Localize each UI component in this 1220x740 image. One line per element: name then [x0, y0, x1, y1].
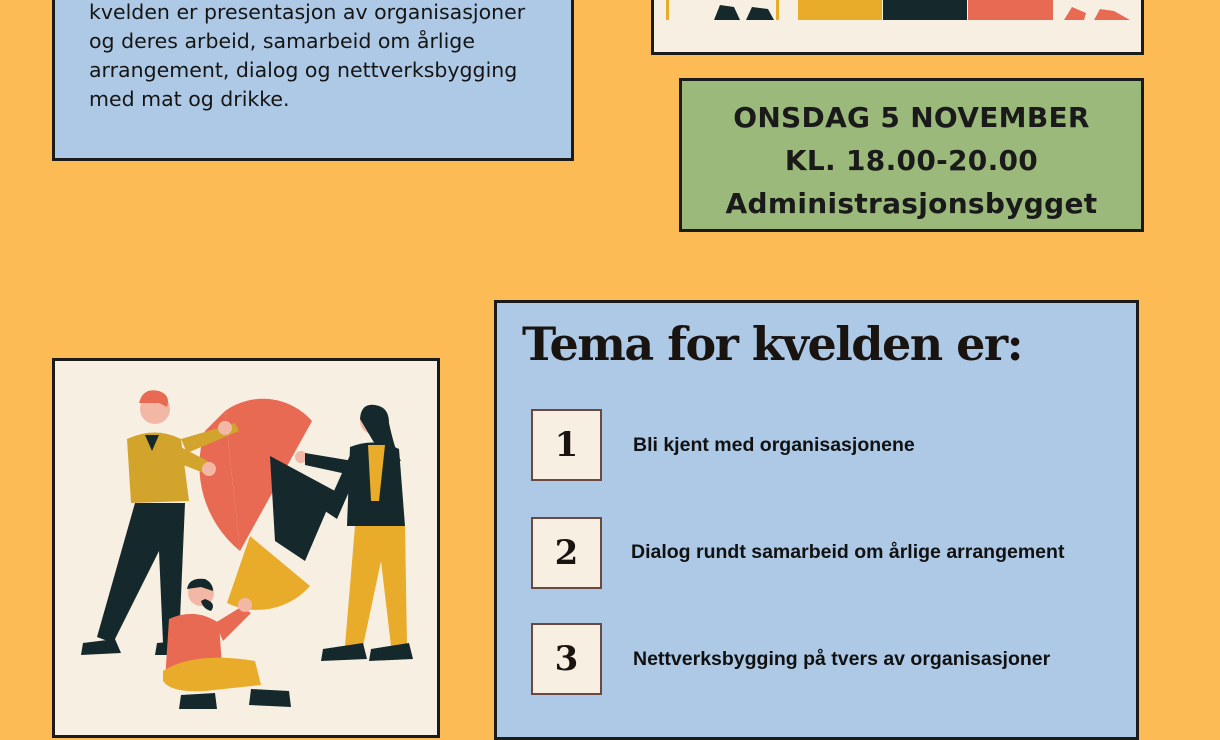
intro-line-2: kvelden er presentasjon av organisasjoner	[89, 0, 526, 24]
theme-box	[494, 300, 1139, 740]
theme-item-3-text: Nettverksbygging på tvers av organisasjoner	[633, 648, 1051, 670]
intro-box	[52, 0, 574, 161]
event-info-box	[679, 78, 1144, 232]
intro-line-5: med mat og drikke.	[89, 87, 290, 111]
top-illustration-art	[654, 0, 1141, 52]
intro-line-3: og deres arbeid, samarbeid om årlige	[89, 29, 475, 53]
theme-title: Tema for kvelden er:	[522, 317, 1023, 371]
top-illustration	[651, 0, 1144, 55]
theme-item-1-number: 1	[531, 409, 602, 481]
theme-item-2-text: Dialog rundt samarbeid om årlige arrangement	[631, 541, 1065, 563]
theme-item-2-number: 2	[531, 517, 602, 589]
event-time: KL. 18.00-20.00	[784, 144, 1039, 177]
intro-line-4: arrangement, dialog og nettverksbygging	[89, 58, 518, 82]
theme-item-3-number: 3	[531, 623, 602, 695]
intro-text	[89, 0, 539, 114]
people-illustration-box	[52, 358, 440, 738]
event-place: Administrasjonsbygget	[725, 187, 1098, 220]
theme-item-1-text: Bli kjent med organisasjonene	[633, 434, 915, 456]
event-date: ONSDAG 5 NOVEMBER	[733, 101, 1090, 134]
teamwork-illustration	[55, 361, 437, 735]
